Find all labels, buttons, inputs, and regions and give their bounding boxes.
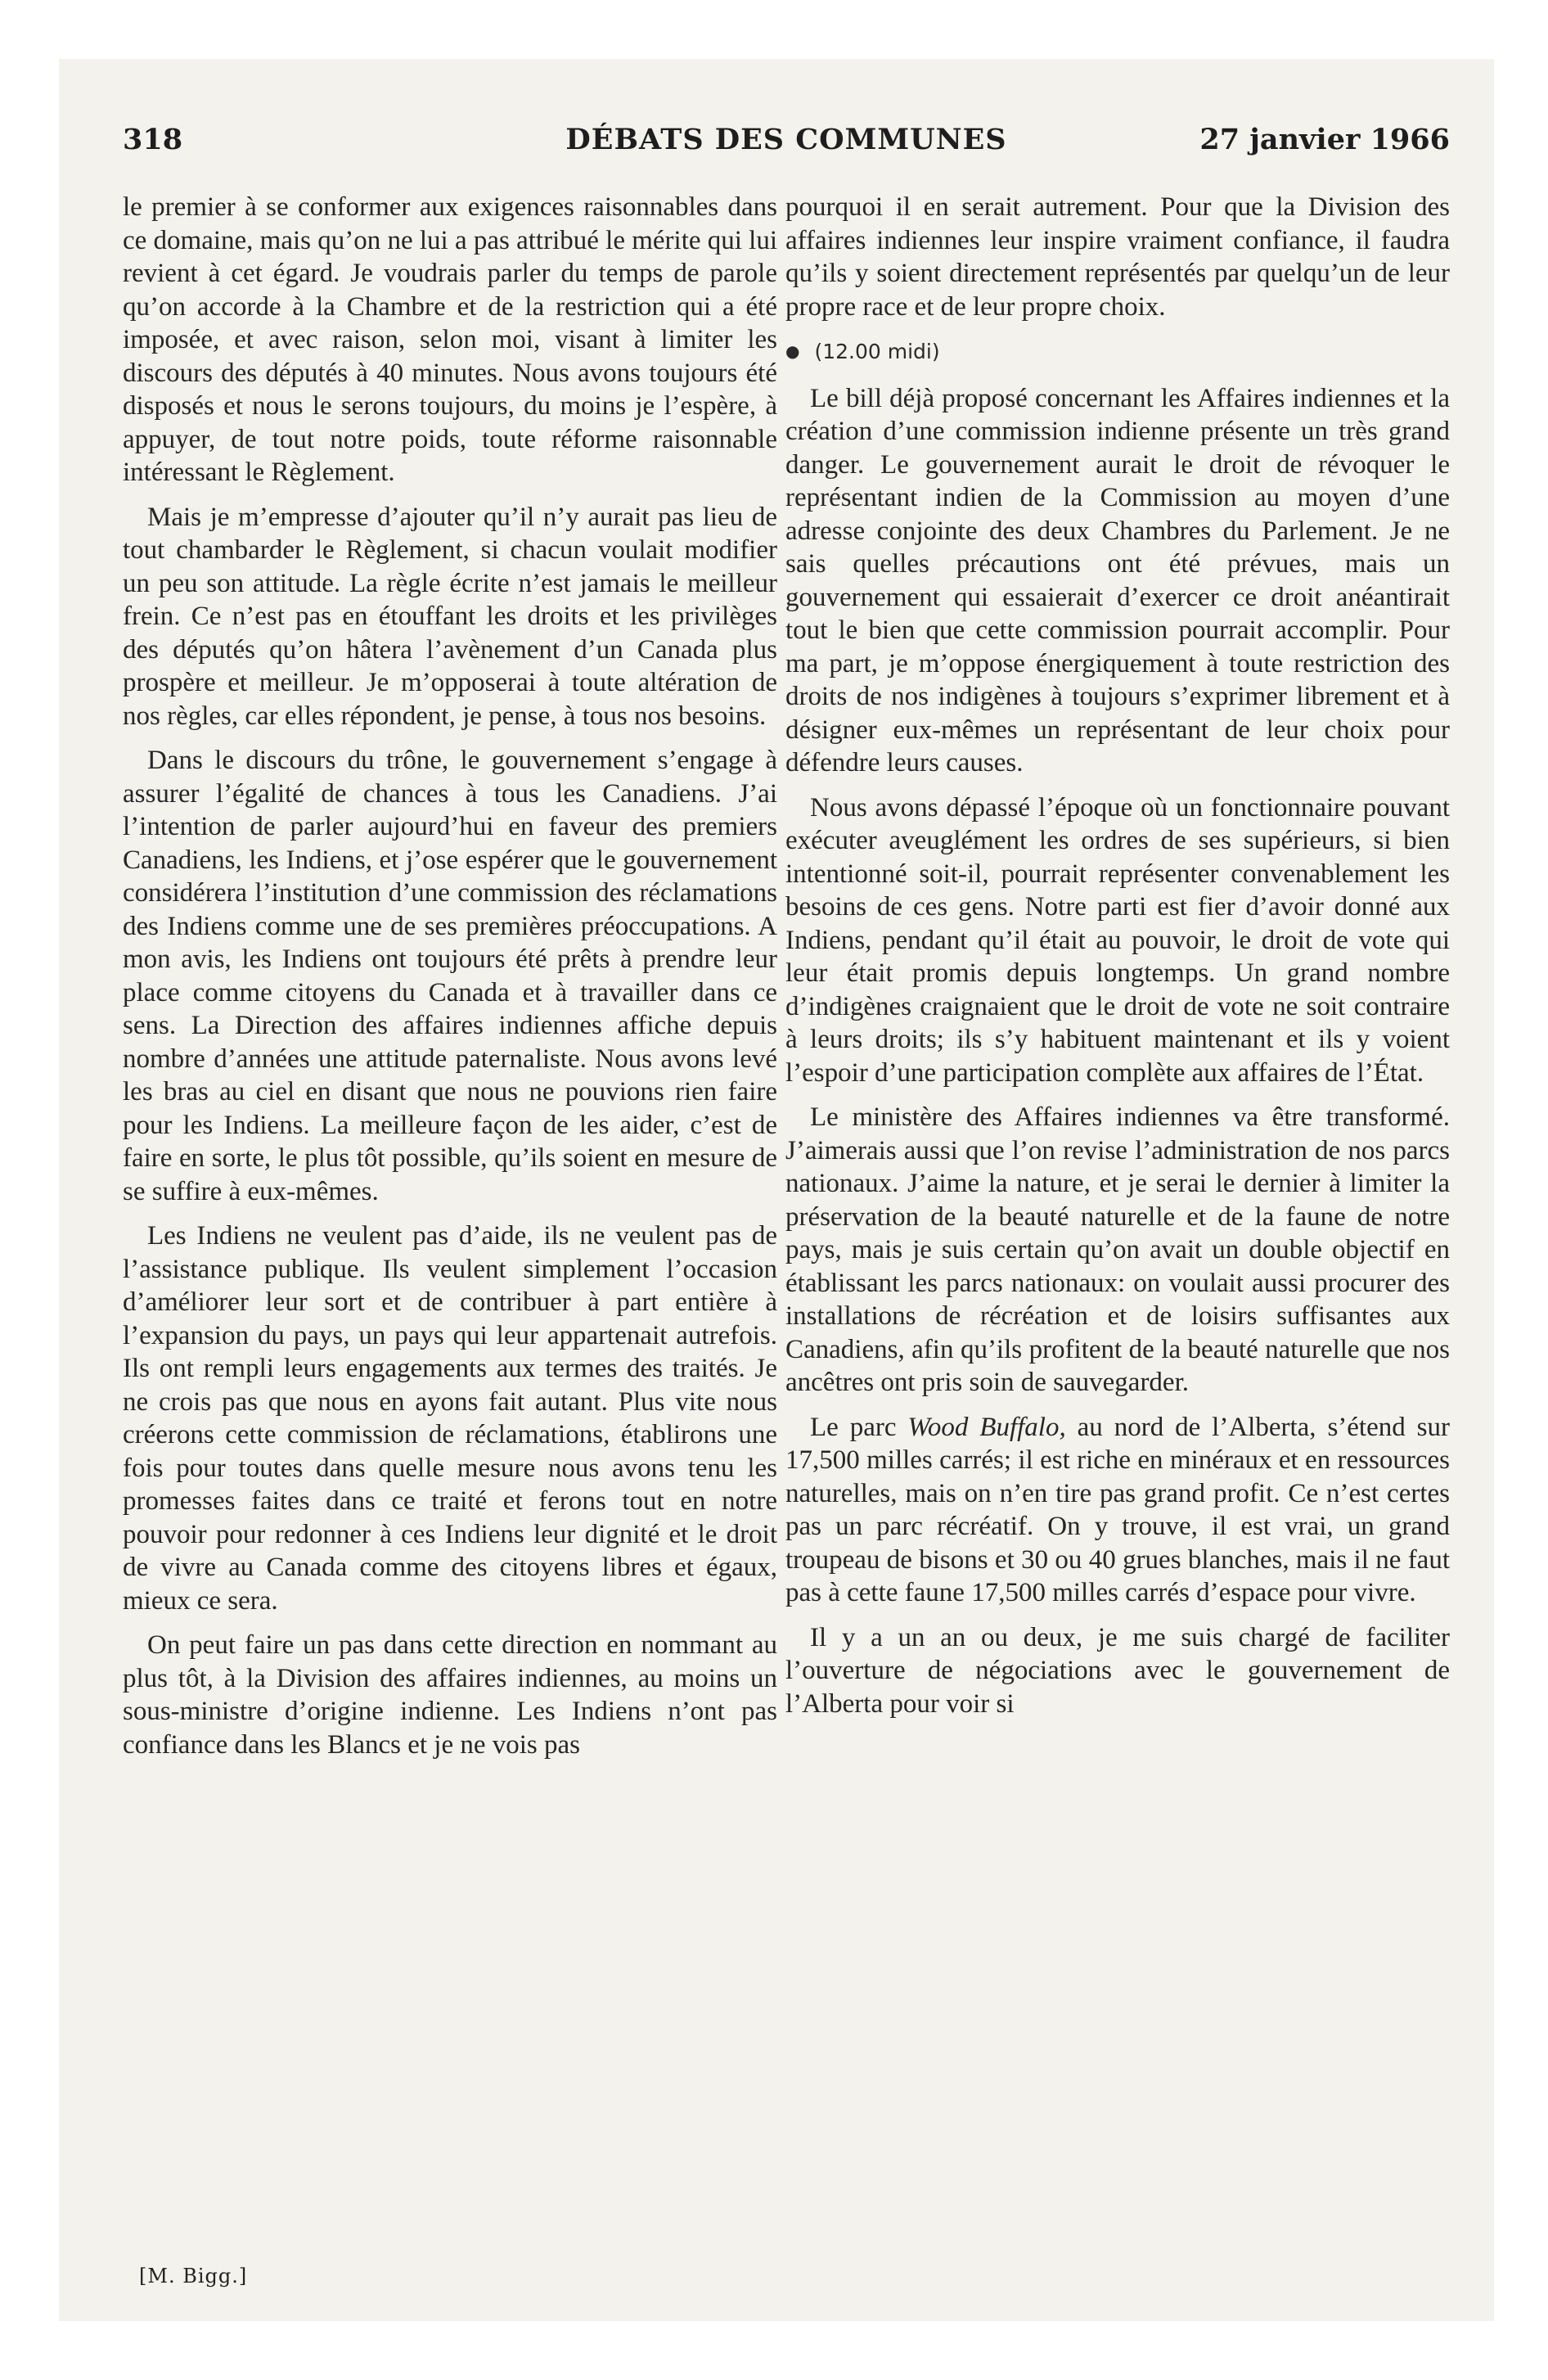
paragraph: pourquoi il en serait autrement. Pour que la Division des affaires indiennes leur inspire vraiment confiance, il faudra qu’ils y soient directement représentés par quelqu’un de leur propre race et de leur propre choix. [785,192,1450,322]
text-segment: au nord de l’Alberta, s’étend sur 17,500 milles carrés; il est riche en minéraux et en ressources naturelles, mais on n’en tire pas grand profit. Ce n’est certes pas un parc récréatif. On y trouve, il est vrai, un grand troupeau de bisons et 30 ou 40 grues blanches, mais il ne faut pas à cette faune 17,500 milles carrés d’espace pour vivre. [785,1412,1450,1607]
paragraph: Les Indiens ne veulent pas d’aide, ils ne veulent pas de l’assistance publique. Ils veulent simplement l’occasion d’améliorer leur sort et de contribuer à part entière à l’expansion du pays, un pays qui leur appartenait autrefois. Ils ont rempli leurs engagements aux termes des traités. Je ne crois pas que nous en ayons fait autant. Plus vite nous créerons cette commission de réclamations, établirons une fois pour toutes dans quelle mesure nous avons tenu les promesses faites dans ce traité et ferons tout en notre pouvoir pour redonner à ces Indiens leur dignité et le droit de vivre au Canada comme des citoyens libres et égaux, mieux ce sera. [123,1221,777,1616]
timestamp [785,335,1450,369]
timestamp-text: (12.00 midi) [814,340,940,363]
paragraph: Le ministère des Affaires indiennes va être transformé. J’aimerais aussi que l’on revise l’administration de nos parcs nationaux. J’aime la nature, et je serai le dernier à limiter la préservation de la beauté naturelle et de la faune de notre pays, mais je suis certain qu’on avait un double objectif en établissant les parcs nationaux: on voulait aussi procurer des installations de récréation et de loisirs suffisantes aux Canadiens, afin qu’ils profitent de la beauté naturelle que nos ancêtres ont pris soin de sauvegarder. [785,1102,1450,1397]
page-number: 318 [123,123,183,156]
page-header [123,123,1450,172]
left-column [123,191,777,1773]
paragraph: Dans le discours du trône, le gouvernement s’engage à assurer l’égalité de chances à tous les Canadiens. J’ai l’intention de parler aujourd’hui en faveur des premiers Canadiens, les Indiens, et j’ose espérer que le gouvernement considérera l’institution d’une commission des réclamations des Indiens comme une de ses premières préoccupations. A mon avis, les Indiens ont toujours été prêts à prendre leur place comme citoyens du Canada et à travailler dans ce sens. La Direction des affaires indiennes affiche depuis nombre d’années une attitude paternaliste. Nous avons levé les bras au ciel en disant que nous ne pouvions rien faire pour les Indiens. La meilleure façon de les aider, c’est de faire en sorte, le plus tôt possible, qu’ils soient en mesure de se suffire à eux-mêmes. [123,746,777,1206]
paragraph: Le bill déjà proposé concernant les Affaires indiennes et la création d’une commission indienne présente un très grand danger. Le gouvernement aurait le droit de révoquer le représentant indien de la Commission au moyen d’une adresse conjointe des deux Chambres du Parlement. Je ne sais quelles précautions ont été prévues, mais un gouvernement qui essaierait d’exercer ce droit anéantirait tout le bien que cette commission pourrait accomplir. Pour ma part, je m’oppose énergiquement à toute restriction des droits de nos indigènes à toujours s’exprimer librement et à désigner eux-mêmes un représentant de leur choix pour défendre leurs causes. [785,383,1450,778]
text-segment: Le parc [810,1412,908,1442]
bullet-icon: ● [785,341,800,361]
paragraph: Mais je m’empresse d’ajouter qu’il n’y aurait pas lieu de tout chambarder le Règlement, si chacun voulait modifier un peu son attitude. La règle écrite n’est jamais le meilleur frein. Ce n’est pas en étouffant les droits et les privilèges des députés qu’on hâtera l’avènement d’un Canada plus prospère et meilleur. Je m’opposerai à toute altération de nos règles, car elles répondent, je pense, à tous nos besoins. [123,502,777,731]
paragraph-wood-buffalo [785,1411,1450,1610]
paragraph: le premier à se conformer aux exigences raisonnables dans ce domaine, mais qu’on ne lui a pas attribué le mérite qui lui revient à cet égard. Je voudrais parler du temps de parole qu’on accorde à la Chambre et de la restriction qui a été imposée, et avec raison, selon moi, visant à limiter les discours des députés à 40 minutes. Nous avons toujours été disposés et nous le serons toujours, du moins je l’espère, à appuyer, de tout notre poids, toute réforme raisonnable intéressant le Règlement. [123,192,778,487]
paragraph: Nous avons dépassé l’époque où un fonctionnaire pouvant exécuter aveuglément les ordres de ses supérieurs, si bien intentionné soit-il, pourrait représenter convenablement les besoins de ces gens. Notre parti est fier d’avoir donné aux Indiens, pendant qu’il était au pouvoir, le droit de vote qui leur était promis depuis longtemps. Un grand nombre d’indigènes craignaient que le droit de vote ne soit contraire à leurs droits; ils s’y habituent maintenant et ils y voient l’espoir d’une participation complète aux affaires de l’État. [785,792,1450,1088]
page-title: DÉBATS DES COMMUNES [565,123,1007,156]
page-date: 27 janvier 1966 [1199,123,1450,156]
paragraph: Il y a un an ou deux, je me suis chargé de faciliter l’ouverture de négociations avec le gouvernement de l’Alberta pour voir si [785,1622,1450,1719]
park-name: Wood Buffalo, [907,1412,1066,1442]
speaker-attribution: [M. Bigg.] [139,2265,248,2288]
right-column [785,191,1450,1732]
paragraph: On peut faire un pas dans cette direction en nommant au plus tôt, à la Division des affaires indiennes, au moins un sous-ministre d’origine indienne. Les Indiens n’ont pas confiance dans les Blancs et je ne vois pas [123,1630,777,1760]
